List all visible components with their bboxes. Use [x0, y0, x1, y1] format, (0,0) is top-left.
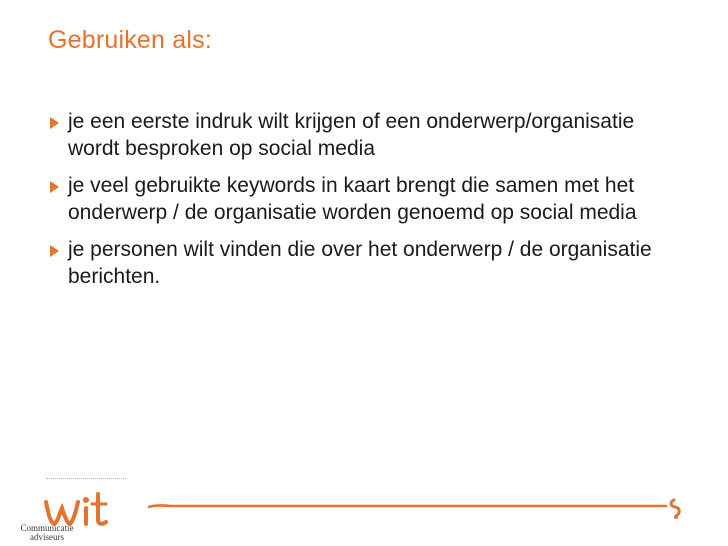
- bullet-item: [50, 108, 690, 162]
- logo-caption-line2: adviseurs: [30, 532, 64, 542]
- slide-title: Gebruiken als:: [48, 26, 212, 54]
- logo-caption: [19, 524, 75, 542]
- logo-caption-line1: Communicatie: [20, 523, 74, 533]
- bullet-text: je een eerste indruk wilt krijgen of een onderwerp/organisatie wordt besproken op social media: [68, 110, 635, 160]
- bullet-text: je personen wilt vinden die over het onderwerp / de organisatie berichten.: [68, 238, 652, 288]
- arrow-bullet-icon: [50, 245, 59, 257]
- bullet-list: [50, 108, 690, 300]
- footer-divider-line: [148, 498, 688, 520]
- arrow-bullet-icon: [50, 181, 59, 193]
- bullet-text: je veel gebruikte keywords in kaart brengt die samen met het onderwerp / de organisatie worden genoemd op social media: [68, 174, 637, 224]
- logo-dotted-line: [46, 478, 126, 479]
- bullet-item: [50, 172, 690, 226]
- bullet-item: [50, 236, 690, 290]
- arrow-bullet-icon: [50, 117, 59, 129]
